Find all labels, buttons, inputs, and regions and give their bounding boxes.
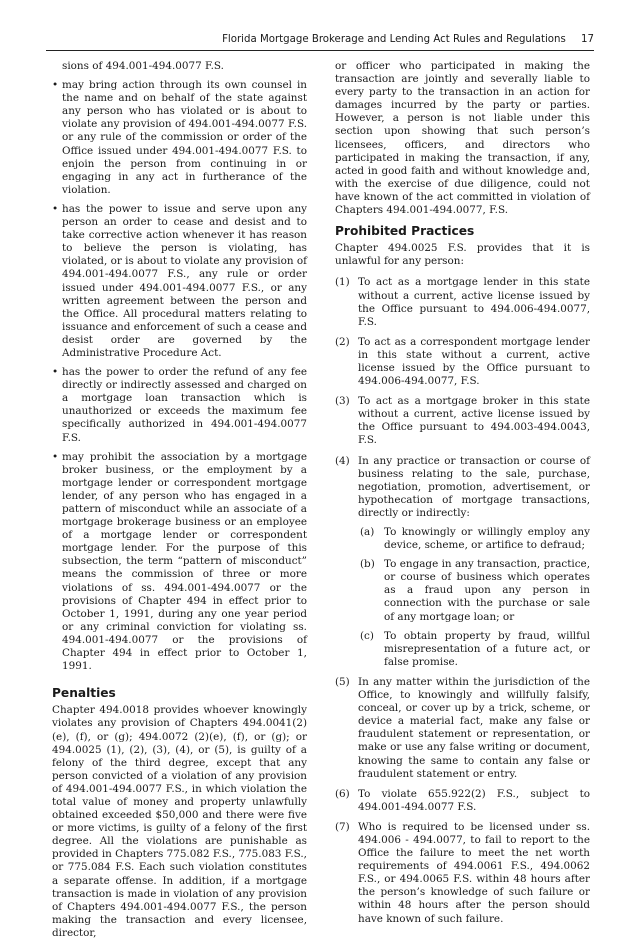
item-number: (3) — [335, 395, 350, 408]
penalties-text: Chapter 494.0018 provides whoever knowingly violates any provision of Chapters 494.0041(2)(e), (f), or (g); 494.0072 (2)(e), (f), or (g); or 494.0025 (1), (2), (3), (4), or (5), is guilty of a felony of the third degree, except that any person convicted of a violation of any provision of 494.001-494.0077 F.S., in which violation the total value of money and property unlawfully obtained exceeded $50,000 and there were five or more victims, is guilty of a felony of the first degree. All the violations are punishable as provided in Chapters 775.082 F.S., 775.083 F.S., or 775.084 F.S. Each such violation constitutes a separate offense. In addition, if a mortgage transaction is made in violation of any provision of Chapters 494.001-494.0077 F.S., the person making the transaction and every licensee, director, — [52, 704, 307, 939]
sub-item-text: To knowingly or willingly employ any device, scheme, or artifice to defraud; — [384, 526, 590, 552]
item-text: To act as a mortgage broker in this state without a current, active license issued by the Office pursuant to 494.003-494.0043, F.S. — [358, 395, 590, 447]
item-number: (6) — [335, 787, 350, 800]
bullet-item: • has the power to order the refund of any fee directly or indirectly assessed and charged on a mortgage loan transaction which is unauthorized or exceeds the maximum fee specifically authorized in 494.001-494.0077 F.S. — [52, 366, 307, 445]
sub-item-letter: (a) — [360, 526, 375, 538]
list-item — [335, 276, 590, 328]
bullet-item: • may bring action through its own counsel in the name and on behalf of the state against any person who has violated or is about to violate any provision of 494.001-494.0077 F.S. or any rule of the commission or order of the Office issued under 494.001-494.0077 F.S. to enjoin the person from continuing in or engaging in any act in furtherance of the violation. — [52, 79, 307, 197]
item-text: In any practice or transaction or course of business relating to the sale, purchase, negotiation, promotion, advertisement, or hypothecation of mortgage transactions, directly or indirectly: — [358, 454, 590, 519]
item-number: (2) — [335, 335, 350, 348]
item-number: (7) — [335, 820, 350, 833]
sub-item — [358, 558, 590, 623]
continued-text: sions of 494.001-494.0077 F.S. — [62, 60, 224, 72]
bullet-item: • has the power to issue and serve upon any person an order to cease and desist and to take corrective action whenever it has reason to believe the person is violating, has violated, or is about to violate any provision of 494.001-494.0077 F.S., any rule or order issued under 494.001-494.0077 F.S., or any written agreement between the person and the Office. All procedural matters relating to issuance and enforcement of such a cease and desist order are governed by the Administrative Procedure Act. — [52, 203, 307, 360]
header-title: Florida Mortgage Brokerage and Lending Act Rules and Regulations — [222, 34, 566, 45]
penalties-heading: Penalties — [52, 686, 116, 701]
sub-item — [358, 630, 590, 669]
item-text: To violate 655.922(2) F.S., subject to 494.001-494.0077 F.S. — [358, 787, 590, 813]
item-number: (5) — [335, 675, 350, 688]
item-number: (4) — [335, 454, 350, 467]
list-item — [335, 676, 590, 781]
prohibited-practices-heading: Prohibited Practices — [335, 224, 475, 239]
sub-item-letter: (c) — [360, 629, 374, 642]
sub-item-text: To obtain property by fraud, willful misrepresentation of a future act, or false promise. — [384, 629, 590, 668]
bullet-item: • may prohibit the association by a mortgage broker business, or the employment by a mortgage lender or correspondent mortgage lender, of any person who has engaged in a pattern of misconduct while an associate of a mortgage brokerage business or an employee of a mortgage lender or correspondent mortgage lender. For the purpose of this subsection, the term “pattern of misconduct” means the commission of three or more violations of ss. 494.001-494.0077 or the provisions of Chapter 494 in effect prior to October 1, 1991, during any one year period or any criminal conviction for violating ss. 494.001-494.0077 or the provisions of Chapter 494 in effect prior to October 1, 1991. — [52, 451, 307, 674]
item-text: To act as a correspondent mortgage lender in this state without a current, active license issued by the Office pursuant to 494.006-494.0077, F.S. — [358, 335, 590, 388]
continued-text: or officer who participated in making the transaction are jointly and severally liable to every party to the transaction in an action for damages incurred by the party or parties. However, a person is not liable under this section upon showing that such person’s licensees, officers, and directors who participated in making the transaction, if any, acted in good faith and without knowledge and, with the exercise of due diligence, could not have known of the act committed in violation of Chapters 494.001-494.0077, F.S. — [335, 60, 590, 217]
left-column — [52, 60, 307, 948]
list-item — [335, 336, 590, 388]
header-rule — [46, 50, 594, 51]
item-number: (1) — [335, 276, 350, 289]
sub-list — [358, 526, 590, 669]
right-column — [335, 60, 590, 933]
list-item — [335, 455, 590, 669]
item-text: To act as a mortgage lender in this state without a current, active license issued by the Office pursuant to 494.006-494.0077, F.S. — [358, 276, 590, 328]
list-item — [335, 821, 590, 926]
item-text: In any matter within the jurisdiction of the Office, to knowingly and willfully falsify, conceal, or cover up by a trick, scheme, or device a material fact, make any false or fraudulent statement or representation, or make or use any false writing or document, knowing the same to contain any false or fraudulent statement or entry. — [358, 675, 590, 780]
sub-item — [358, 526, 590, 552]
list-item — [335, 395, 590, 447]
item-text: Who is required to be licensed under ss. 494.006 - 494.0077, to fail to report to the Office the failure to meet the net worth requirements of 494.0061 F.S., 494.0062 F.S., or 494.0065 F.S. within 48 hours after the person’s knowledge of such failure or within 48 hours after the person should have known of such failure. — [358, 820, 590, 925]
page-number: 17 — [581, 34, 594, 45]
sub-item-text: To engage in any transaction, practice, or course of business which operates as a fraud upon any person in connection with the purchase or sale of any mortgage loan; or — [384, 558, 590, 623]
page-header — [46, 34, 594, 48]
sub-item-letter: (b) — [360, 558, 375, 571]
list-item — [335, 788, 590, 814]
intro-text: Chapter 494.0025 F.S. provides that it is unlawful for any person: — [335, 242, 590, 268]
